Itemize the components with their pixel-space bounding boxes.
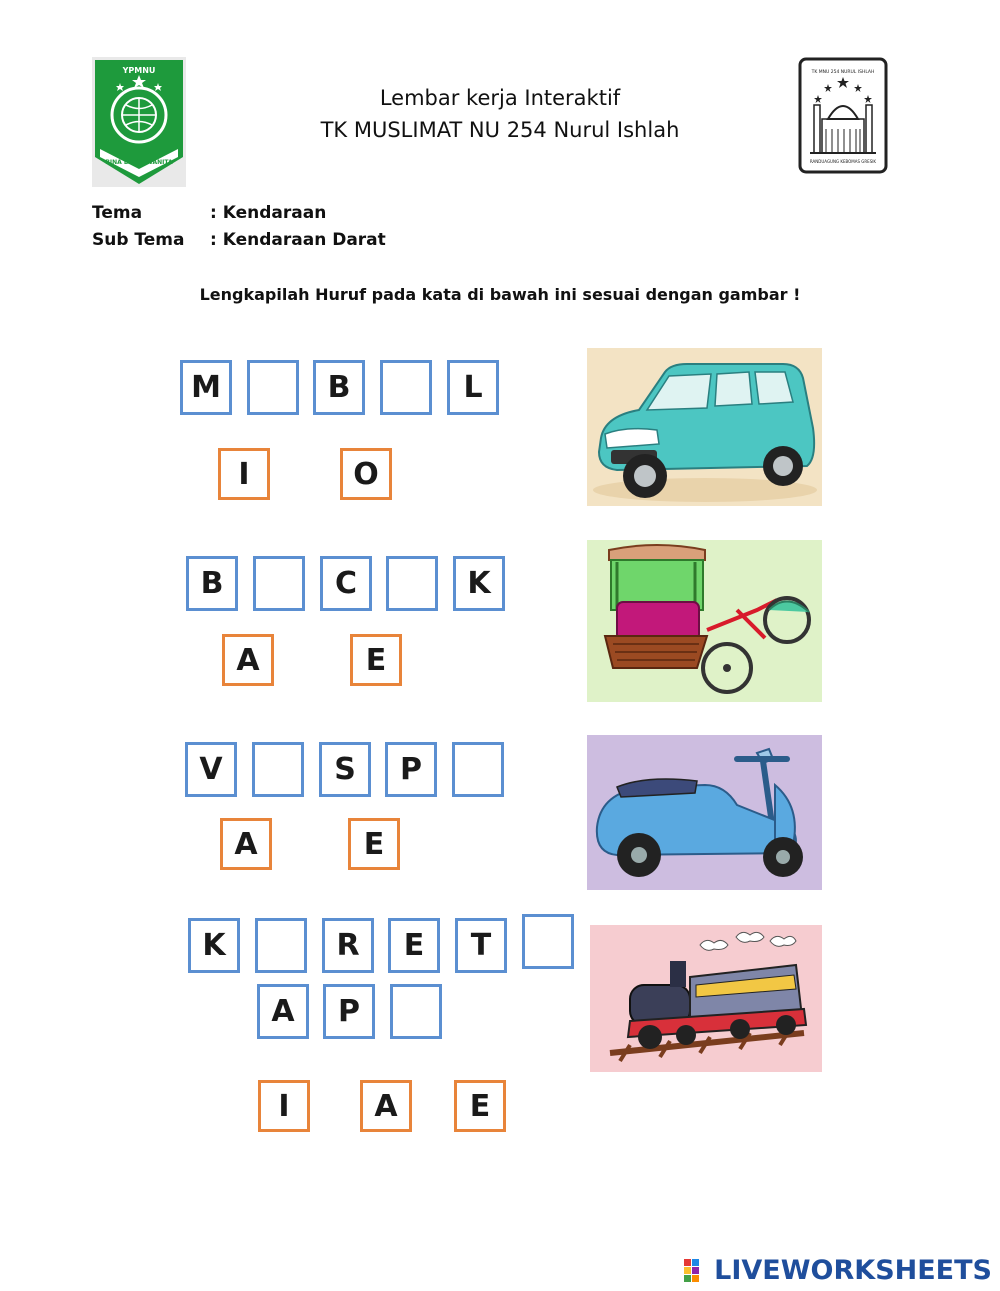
- scooter-icon: [587, 735, 822, 890]
- letter-option-tile[interactable]: A: [222, 634, 274, 686]
- blank-letter-box[interactable]: [255, 918, 307, 973]
- instruction-text: Lengkapilah Huruf pada kata di bawah ini sesuai dengan gambar !: [199, 285, 801, 304]
- blank-letter-box[interactable]: [390, 984, 442, 1039]
- logo-top-text: YPMNU: [122, 66, 156, 75]
- car-icon: [587, 348, 822, 506]
- blank-letter-box[interactable]: [452, 742, 504, 797]
- pedicab-icon: [587, 540, 822, 702]
- letter-box: A: [257, 984, 309, 1039]
- letter-option-tile[interactable]: E: [350, 634, 402, 686]
- blank-letter-box[interactable]: [386, 556, 438, 611]
- subtema-label: Sub Tema: [92, 230, 185, 250]
- blank-letter-box[interactable]: [380, 360, 432, 415]
- letter-option-tile[interactable]: A: [220, 818, 272, 870]
- scooter-picture: [587, 735, 822, 890]
- letter-box: R: [322, 918, 374, 973]
- train-icon: [590, 925, 822, 1072]
- liveworksheets-logo-icon: [684, 1257, 710, 1283]
- letter-option-tile[interactable]: I: [218, 448, 270, 500]
- letter-box: P: [323, 984, 375, 1039]
- car-picture: [587, 348, 822, 506]
- letter-box: K: [453, 556, 505, 611]
- blank-letter-box[interactable]: [252, 742, 304, 797]
- worksheet-title: Lembar kerja Interaktif: [379, 86, 621, 110]
- pedicab-picture: [587, 540, 822, 702]
- footer-brand-text: LIVEWORKSHEETS: [714, 1254, 992, 1286]
- letter-box: C: [320, 556, 372, 611]
- letter-option-tile[interactable]: O: [340, 448, 392, 500]
- letter-option-tile[interactable]: E: [454, 1080, 506, 1132]
- school-logo: [798, 57, 888, 174]
- blank-letter-box[interactable]: [253, 556, 305, 611]
- letter-box: T: [455, 918, 507, 973]
- school-logo-bottom-text: RANDUAGUNG KEBOMAS GRESIK: [809, 159, 877, 164]
- subtema-value: : Kendaraan Darat: [210, 230, 386, 250]
- blank-letter-box[interactable]: [247, 360, 299, 415]
- school-name: TK MUSLIMAT NU 254 Nurul Ishlah: [320, 118, 680, 142]
- letter-option-tile[interactable]: E: [348, 818, 400, 870]
- logo-banner-text: BINA BAKTI WANITA: [105, 159, 173, 166]
- tema-value: : Kendaraan: [210, 203, 327, 223]
- letter-box: L: [447, 360, 499, 415]
- letter-box: S: [319, 742, 371, 797]
- letter-box: K: [188, 918, 240, 973]
- letter-box: M: [180, 360, 232, 415]
- letter-box: P: [385, 742, 437, 797]
- blank-letter-box[interactable]: [522, 914, 574, 969]
- letter-box: E: [388, 918, 440, 973]
- train-picture: [590, 925, 822, 1072]
- tema-label: Tema: [92, 203, 143, 223]
- letter-option-tile[interactable]: A: [360, 1080, 412, 1132]
- school-logo-top-text: TK MNU 254 NURUL ISHLAH: [811, 70, 875, 75]
- letter-box: V: [185, 742, 237, 797]
- letter-option-tile[interactable]: I: [258, 1080, 310, 1132]
- ypmnu-logo: [92, 57, 186, 187]
- liveworksheets-brand[interactable]: [684, 1253, 992, 1287]
- letter-box: B: [313, 360, 365, 415]
- letter-box: B: [186, 556, 238, 611]
